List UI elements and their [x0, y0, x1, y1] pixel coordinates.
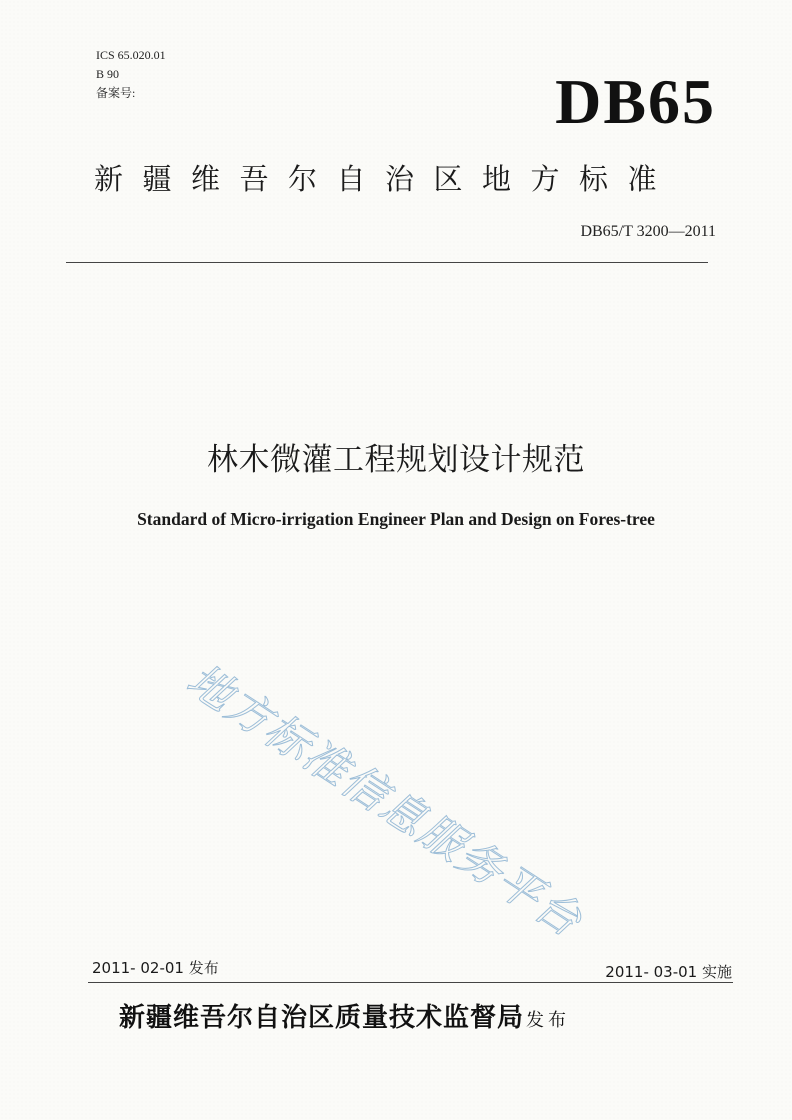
issuer-name: 新疆维吾尔自治区质量技术监督局 [119, 1003, 525, 1033]
top-divider [66, 262, 708, 263]
issue-date: 2011- 02-01 发布 [92, 959, 219, 977]
implementation-date: 2011- 03-01 实施 [605, 963, 732, 981]
standard-category: 新疆维吾尔自治区地方标准 [94, 162, 677, 196]
standard-logo: DB65 [555, 66, 716, 137]
bottom-divider [88, 982, 733, 983]
watermark: 地方标准信息服务平台 [177, 654, 592, 948]
standard-number: DB65/T 3200—2011 [580, 223, 716, 240]
record-number-label: 备案号: [96, 86, 136, 100]
issuer-suffix: 发布 [526, 1010, 571, 1031]
classification-block [96, 46, 166, 103]
document-title-english: Standard of Micro-irrigation Engineer Plan and Design on Fores-tree [137, 509, 655, 529]
ccs-code: B 90 [96, 67, 120, 81]
ics-code: ICS 65.020.01 [96, 48, 166, 62]
issuing-authority [119, 1002, 570, 1037]
document-title-chinese: 林木微灌工程规划设计规范 [207, 442, 585, 478]
